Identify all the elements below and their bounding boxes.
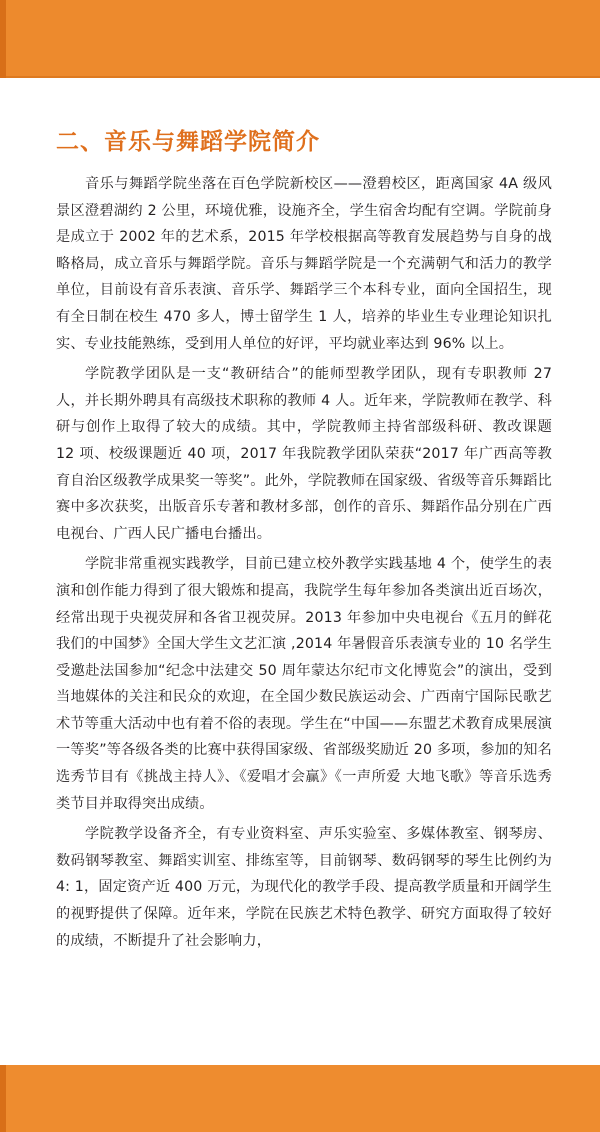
intro-paragraph-2: 学院教学团队是一支“教研结合”的能师型教学团队，现有专职教师 27 人，并长期外聘具有高级技术职称的教师 4 人。近年来，学院教师在教学、科研与创作上取得了较大的成绩。其中，学院教师主持省部级科研、教改课题 12 项、校级课题近 40 项，2017 年我院教学团队荣获“2017 年广西高等教育自治区级教学成果奖一等奖”。此外，学院教师在国家级、省级等音乐舞蹈比赛中多次获奖，出版音乐专著和教材多部，创作的音乐、舞蹈作品分别在广西电视台、广西人民广播电台播出。 (56, 366, 552, 542)
bottom-decorative-band (0, 1065, 600, 1132)
top-decorative-band (0, 0, 600, 78)
intro-paragraph-3: 学院非常重视实践教学，目前已建立校外教学实践基地 4 个，使学生的表演和创作能力得到了很大锻炼和提高，我院学生每年参加各类演出近百场次，经常出现于央视荧屏和各省卫视荧屏。2013 年参加中央电视台《五月的鲜花我们的中国梦》全国大学生文艺汇演 ,2014 年暑假音乐表演专业的 10 名学生受邀赴法国参加“纪念中法建交 50 周年蒙达尔纪市文化博览会”的演出，受到当地媒体的关注和民众的欢迎，在全国少数民族运动会、广西南宁国际民歌艺术节等重大活动中也有着不俗的表现。学生在“中国——东盟艺术教育成果展演一等奖”等各级各类的比赛中获得国家级、省部级奖励近 20 多项，参加的知名选秀节目有《挑战主持人》、《爱唱才会赢》《一声所爱 大地飞歌》等音乐选秀类节目并取得突出成绩。 (56, 556, 552, 812)
intro-paragraph-1: 音乐与舞蹈学院坐落在百色学院新校区——澄碧校区，距离国家 4A 级风景区澄碧湖约 2 公里，环境优雅，设施齐全，学生宿舍均配有空调。学院前身是成立于 2002 年的艺术系，2015 年学校根据高等教育发展趋势与自身的战略格局，成立音乐与舞蹈学院。音乐与舞蹈学院是一个充满朝气和活力的教学单位，目前设有音乐表演、音乐学、舞蹈学三个本科专业，面向全国招生，现有全日制在校生 470 多人，博士留学生 1 人，培养的毕业生专业理论知识扎实、专业技能熟练，受到用人单位的好评，平均就业率达到 96% 以上。 (56, 176, 552, 352)
top-left-accent-strip (0, 0, 6, 78)
intro-paragraph-4: 学院教学设备齐全，有专业资料室、声乐实验室、多媒体教室、钢琴房、数码钢琴教室、舞蹈实训室、排练室等，目前钢琴、数码钢琴的琴生比例约为 4: 1，固定资产近 400 万元，为现代化的教学手段、提高教学质量和开阔学生的视野提供了保障。近年来，学院在民族艺术特色教学、研究方面取得了较好的成绩，不断提升了社会影响力， (56, 826, 552, 949)
page-content (56, 123, 552, 958)
bottom-left-accent-strip (0, 1065, 6, 1132)
section-heading: 二、音乐与舞蹈学院简介 (56, 129, 320, 155)
